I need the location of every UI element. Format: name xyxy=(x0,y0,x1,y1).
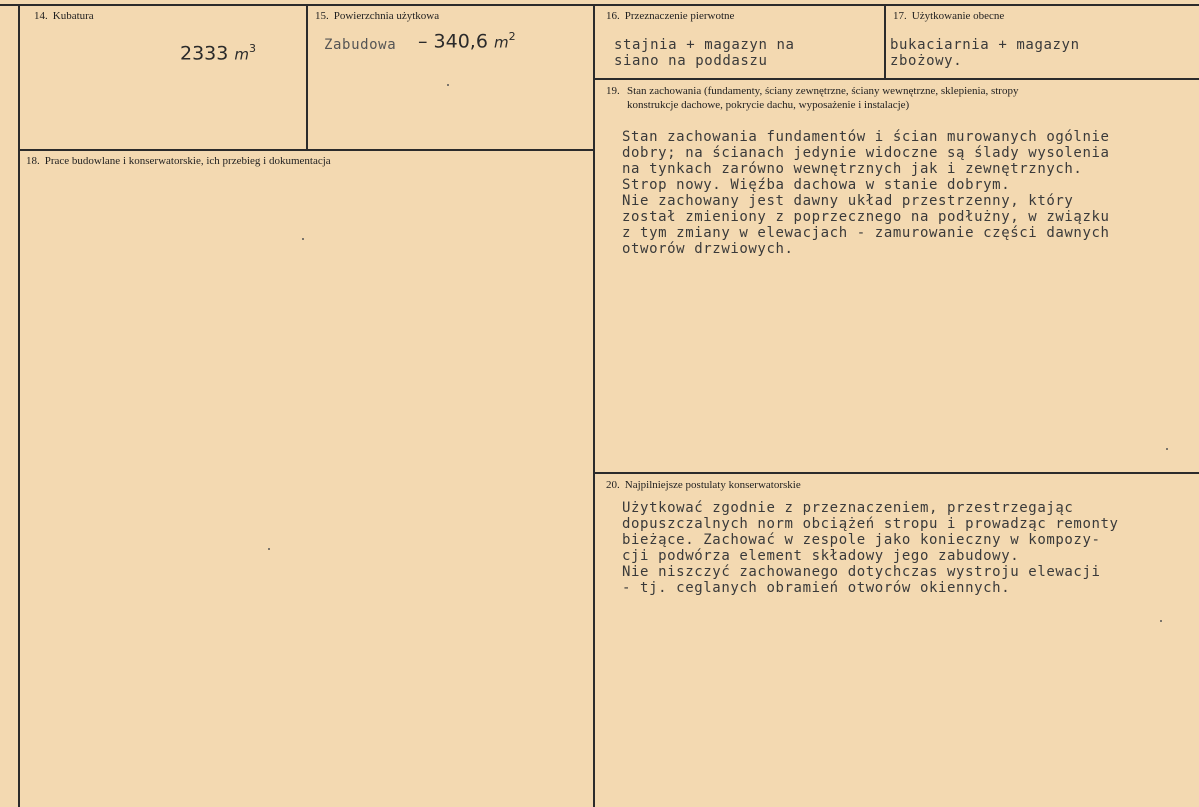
paper-speck xyxy=(1160,620,1162,622)
field-20-label: 20. Najpilniejsze postulaty konserwatorskie xyxy=(606,479,801,491)
left-border xyxy=(18,4,20,807)
divider-14-15 xyxy=(306,4,308,150)
center-divider xyxy=(593,4,595,807)
field-19-label: Stan zachowania (fundamenty, ściany zewnętrzne, ściany wewnętrzne, sklepienia, stropy konstrukcje dachowe, pokrycie dachu, wyposażenie i instalacje) xyxy=(627,85,1019,111)
row-divider-19-20 xyxy=(593,472,1199,474)
field-15-value: – 340,6 $m^2$ xyxy=(418,30,516,53)
top-border xyxy=(0,4,1199,6)
field-17-label: 17. Użytkowanie obecne xyxy=(893,10,1005,22)
paper-speck xyxy=(302,238,304,240)
field-15-prefix: Zabudowa xyxy=(324,37,397,53)
row-divider-left xyxy=(18,149,595,151)
field-19-text: Stan zachowania fundamentów i ścian murowanych ogólnie dobry; na ścianach jedynie widoczne są ślady wysolenia na tynkach zarówno wewnętrznych jak i zewnętrznych. Strop nowy. Więźba dachowa w stanie dobrym. Nie zachowany jest dawny układ przestrzenny, który został zmieniony z poprzecznego na podłużny, w związku z tym zmiany w elewacjach - zamurowanie części dawnych otworów drzwiowych. xyxy=(622,129,1110,257)
paper-speck xyxy=(447,84,449,86)
field-17-value: bukaciarnia + magazyn zbożowy. xyxy=(890,37,1080,69)
field-16-value: stajnia + magazyn na siano na poddaszu xyxy=(614,37,795,69)
row-divider-16-19 xyxy=(593,78,1199,80)
field-20-text: Użytkować zgodnie z przeznaczeniem, przestrzegając dopuszczalnych norm obciążeń stropu i prowadząc remonty bieżące. Zachować w zespole jako konieczny w kompozy- cji podwórza element składowy jego zabudowy. Nie niszczyć zachowanego dotychczas wystroju elewacji - tj. ceglanych obramień otworów okiennych. xyxy=(622,500,1119,596)
paper-speck xyxy=(268,548,270,550)
field-15-label: 15. Powierzchnia użytkowa xyxy=(315,10,440,22)
field-14-value: 2333 $m^3$ xyxy=(180,42,257,65)
field-14-label: 14. Kubatura xyxy=(34,10,94,22)
divider-16-17 xyxy=(884,4,886,79)
field-16-label: 16. Przeznaczenie pierwotne xyxy=(606,10,735,22)
field-19-number: 19. xyxy=(606,85,620,97)
field-18-label: 18. Prace budowlane i konserwatorskie, ich przebieg i dokumentacja xyxy=(26,155,331,167)
paper-speck xyxy=(1166,448,1168,450)
